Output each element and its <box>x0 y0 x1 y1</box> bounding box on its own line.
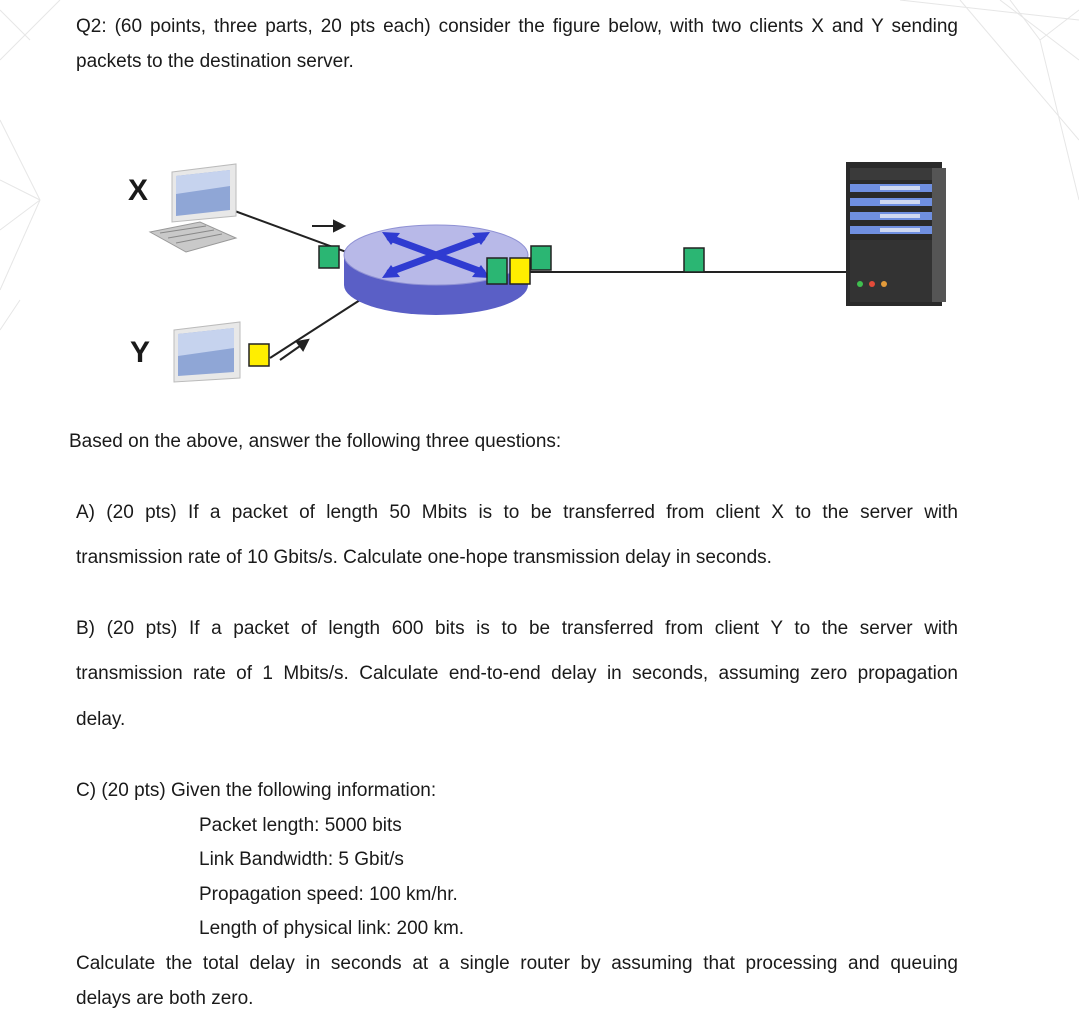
part-c-item-link-length: Length of physical link: 200 km. <box>199 918 465 939</box>
link-x-router <box>232 210 360 257</box>
client-y-label: Y <box>130 336 151 369</box>
server-icon <box>846 162 946 306</box>
direction-arrows <box>280 221 344 360</box>
network-diagram <box>0 150 1079 400</box>
part-b-line2: transmission rate of 1 Mbits/s. Calculate end-to-end delay in seconds, assuming zero propagation <box>76 663 958 684</box>
packet-queued-y <box>510 258 530 284</box>
packet-queued-x <box>487 258 507 284</box>
packet-y-incoming <box>249 344 269 366</box>
part-c-item-propagation-speed: Propagation speed: 100 km/hr. <box>199 884 458 905</box>
part-a-line1: A) (20 pts) If a packet of length 50 Mbits is to be transferred from client X to the server with <box>76 502 958 523</box>
question-title-continued: packets to the destination server. <box>76 51 354 72</box>
part-c-item-bandwidth: Link Bandwidth: 5 Gbit/s <box>199 849 404 870</box>
part-c-line2: delays are both zero. <box>76 988 254 1009</box>
link-y-router <box>270 300 360 358</box>
question-title: Q2: (60 points, three parts, 20 pts each) consider the figure below, with two clients X and Y sending <box>76 16 958 37</box>
part-c-line1: Calculate the total delay in seconds at a single router by assuming that processing and queuing <box>76 953 958 974</box>
packet-in-flight <box>684 248 704 272</box>
intro-text: Based on the above, answer the following three questions: <box>69 431 562 452</box>
part-c-item-packet-length: Packet length: 5000 bits <box>199 815 402 836</box>
packet-x-incoming <box>319 246 339 268</box>
part-b-line3: delay. <box>76 709 126 730</box>
client-y-computer <box>174 322 240 382</box>
client-x-computer <box>150 164 236 252</box>
part-b-line1: B) (20 pts) If a packet of length 600 bits is to be transferred from client Y to the server with <box>76 618 958 639</box>
client-x-label: X <box>128 174 149 207</box>
packet-transmitting <box>531 246 551 270</box>
part-c-heading: C) (20 pts) Given the following information: <box>76 780 437 801</box>
part-a-line2: transmission rate of 10 Gbits/s. Calculate one-hope transmission delay in seconds. <box>76 547 772 568</box>
